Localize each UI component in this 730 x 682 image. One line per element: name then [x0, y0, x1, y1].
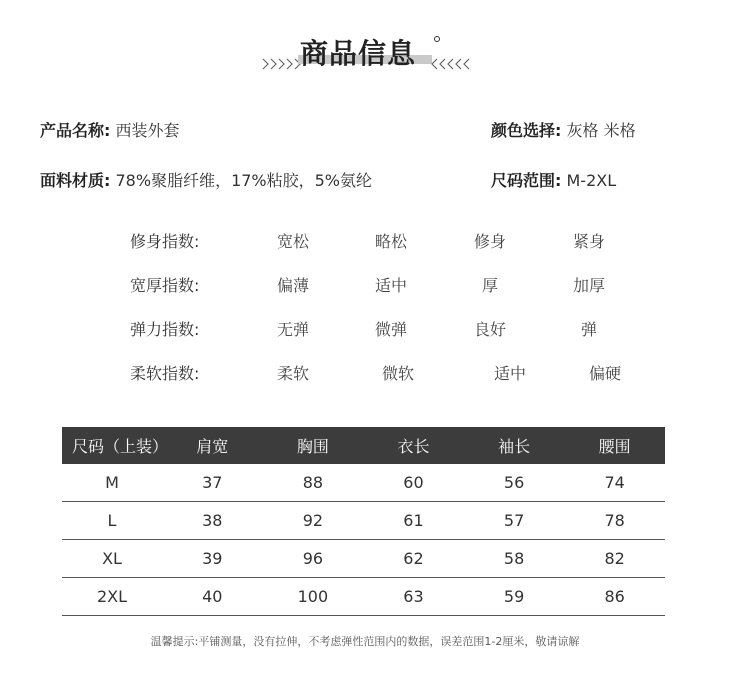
table-row: [62, 502, 665, 540]
table-cell: 96: [263, 540, 364, 578]
elasticity-index-option: 微弹: [374, 320, 407, 339]
thickness-index-option: 偏薄: [276, 276, 309, 295]
elasticity-index-option: 良好: [473, 320, 506, 339]
material-row: [40, 168, 372, 191]
fit-index-label: 修身指数:: [130, 232, 200, 251]
table-cell: 100: [263, 578, 364, 616]
table-cell: L: [62, 502, 162, 540]
chevron-arrows-right-icon: [427, 58, 471, 70]
table-cell: 2XL: [62, 578, 162, 616]
thickness-index-label: 宽厚指数:: [130, 276, 200, 295]
size-range-label: 尺码范围:: [491, 171, 562, 190]
thickness-index-row: [0, 269, 730, 299]
product-name-label: 产品名称:: [40, 121, 111, 140]
table-row: [62, 578, 665, 616]
table-cell: 58: [464, 540, 565, 578]
size-range-row: [491, 168, 616, 191]
product-name-value: 西装外套: [115, 121, 180, 140]
color-label: 颜色选择:: [491, 121, 562, 140]
softness-index-option: 适中: [493, 364, 526, 383]
elasticity-index-option: 弹: [580, 320, 597, 339]
table-cell: 82: [564, 540, 665, 578]
product-name-row: [40, 118, 180, 141]
fit-index-option: 略松: [374, 232, 407, 251]
table-cell: 78: [564, 502, 665, 540]
table-cell: 63: [363, 578, 464, 616]
softness-index-option: 柔软: [276, 364, 309, 383]
title-dot-icon: [434, 36, 440, 42]
table-cell: 92: [263, 502, 364, 540]
page-title: 商品信息: [300, 37, 417, 70]
size-table: [62, 427, 665, 616]
size-table-header: 尺码（上装）: [62, 427, 162, 464]
size-table-header: 腰围: [564, 427, 665, 464]
fit-index-option: 紧身: [572, 232, 605, 251]
size-table-header: 衣长: [363, 427, 464, 464]
material-value: 78%聚脂纤维，17%粘胶，5%氨纶: [115, 171, 373, 190]
thickness-index-option: 加厚: [572, 276, 605, 295]
softness-index-row: [0, 357, 730, 387]
material-label: 面料材质:: [40, 171, 111, 190]
table-cell: M: [62, 464, 162, 502]
size-table-header-row: [62, 427, 665, 464]
elasticity-index-option-selected: 无弹: [253, 317, 333, 340]
size-table-header: 袖长: [464, 427, 565, 464]
table-cell: 62: [363, 540, 464, 578]
fit-index-option-selected: 修身: [450, 229, 530, 252]
table-cell: XL: [62, 540, 162, 578]
size-table-header: 胸围: [263, 427, 364, 464]
color-row: [491, 118, 636, 141]
softness-index-option-selected: 微软: [358, 361, 438, 384]
measurement-note: 温馨提示:平铺测量，没有拉伸，不考虑弹性范围内的数据，误差范围1-2厘米，敬请谅解: [150, 635, 580, 648]
table-cell: 39: [162, 540, 263, 578]
thickness-index-option: 厚: [481, 276, 498, 295]
table-cell: 38: [162, 502, 263, 540]
softness-index-option: 偏硬: [588, 364, 621, 383]
table-cell: 59: [464, 578, 565, 616]
table-cell: 56: [464, 464, 565, 502]
table-cell: 37: [162, 464, 263, 502]
section-header: [0, 24, 730, 84]
table-cell: 74: [564, 464, 665, 502]
table-cell: 86: [564, 578, 665, 616]
table-row: [62, 464, 665, 502]
table-cell: 88: [263, 464, 364, 502]
table-cell: 61: [363, 502, 464, 540]
table-row: [62, 540, 665, 578]
fit-index-row: [0, 225, 730, 255]
thickness-index-option-selected: 适中: [351, 273, 431, 296]
fit-index-option: 宽松: [276, 232, 309, 251]
size-table-header: 肩宽: [162, 427, 263, 464]
size-range-value: M-2XL: [566, 171, 617, 190]
table-cell: 60: [363, 464, 464, 502]
color-value: 灰格 米格: [566, 121, 636, 140]
softness-index-label: 柔软指数:: [130, 364, 200, 383]
table-cell: 57: [464, 502, 565, 540]
table-cell: 40: [162, 578, 263, 616]
elasticity-index-row: [0, 313, 730, 343]
elasticity-index-label: 弹力指数:: [130, 320, 200, 339]
